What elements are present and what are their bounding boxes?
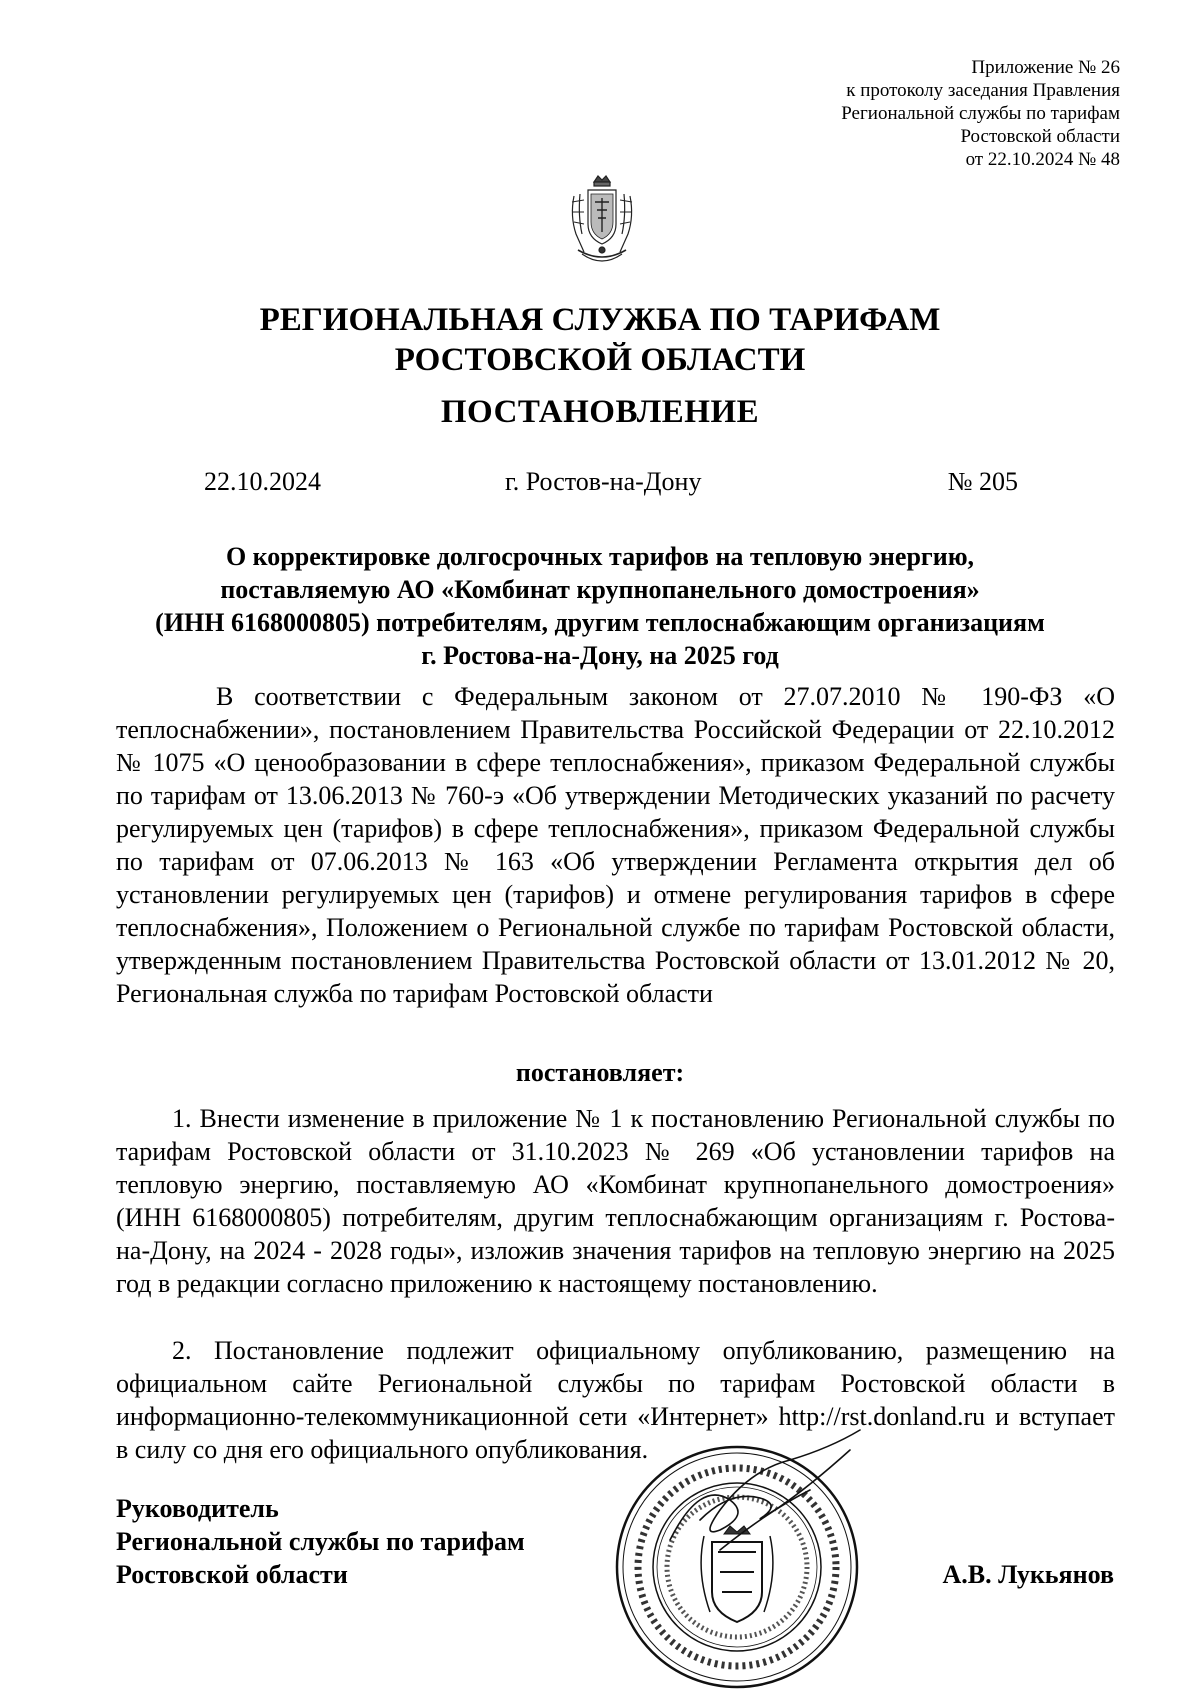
appendix-line: Ростовской области (960, 126, 1120, 147)
appendix-line: Приложение № 26 (971, 57, 1120, 78)
document-city: г. Ростов-на-Дону (505, 467, 702, 496)
appendix-note (841, 56, 1120, 171)
subject-line: О корректировке долгосрочных тарифов на тепловую энергию, (225, 542, 975, 571)
document-number: № 205 (947, 467, 1018, 496)
handwritten-signature-icon (660, 1420, 880, 1570)
legal-basis-paragraph: В соответствии с Федеральным законом от 27.07.2010 № 190-ФЗ «О теплоснабжении», постановлением Правительства Российской Федерации от 22.10.2012 № 1075 «О ценообразовании в сфере теплоснабжения», приказом Федеральной службы по тарифам от 13.06.2013 № 760-э «Об утверждении Методических указаний по расчету регулируемых цен (тарифов) в сфере теплоснабжения», приказом Федеральной службы по тарифам от 07.06.2013 № 163 «Об утверждении Регламента открытия дел об установлении регулируемых цен (тарифов) и отмене регулирования тарифов в сфере теплоснабжения», Положением о Региональной службе по тарифам Ростовской области, утвержденным постановлением Правительства Ростовской области от 13.01.2012 № 20, Региональная служба по тарифам Ростовской области (116, 682, 1115, 1008)
organization-name-line: РОСТОВСКОЙ ОБЛАСТИ (394, 342, 806, 378)
subject-line: поставляемую АО «Комбинат крупнопанельного домостроения» (220, 575, 980, 604)
resolution-item-2: 2. Постановление подлежит официальному опубликованию, размещению на официальном сайте Региональной службы по тарифам Ростовской области в информационно-телекоммуникационной сети «Интернет» http://rst.donland.ru и вступает в силу со дня его официального опубликования. (116, 1336, 1115, 1464)
appendix-line: Региональной службы по тарифам (841, 103, 1120, 124)
document-type: ПОСТАНОВЛЕНИЕ (440, 394, 760, 430)
position-line: Ростовской области (116, 1560, 348, 1589)
appendix-line: к протоколу заседания Правления (846, 80, 1120, 101)
rostov-oblast-coat-of-arms-icon (564, 172, 640, 268)
signatory-position (116, 1492, 525, 1591)
appendix-line: от 22.10.2024 № 48 (965, 149, 1120, 170)
document-subject (110, 540, 1090, 672)
position-line: Региональной службы по тарифам (116, 1527, 525, 1556)
signatory-name: А.В. Лукьянов (942, 1560, 1114, 1589)
position-line: Руководитель (116, 1494, 279, 1523)
document-date: 22.10.2024 (204, 467, 321, 496)
subject-line: (ИНН 6168000805) потребителям, другим теплоснабжающим организациям (155, 608, 1045, 637)
resolution-item-1: 1. Внести изменение в приложение № 1 к постановлению Региональной службы по тарифам Ростовской области от 31.10.2023 № 269 «Об установлении тарифов на тепловую энергию, поставляемую АО «Комбинат крупнопанельного домостроения» (ИНН 6168000805) потребителям, другим теплоснабжающим организациям г. Ростова-на-Дону, на 2024 - 2028 годы», изложив значения тарифов на тепловую энергию на 2025 год в редакции согласно приложению к настоящему постановлению. (116, 1104, 1115, 1298)
organization-name-line: РЕГИОНАЛЬНАЯ СЛУЖБА ПО ТАРИФАМ (259, 302, 941, 338)
resolves-heading: постановляет: (515, 1058, 685, 1087)
subject-line: г. Ростова-на-Дону, на 2025 год (421, 641, 779, 670)
